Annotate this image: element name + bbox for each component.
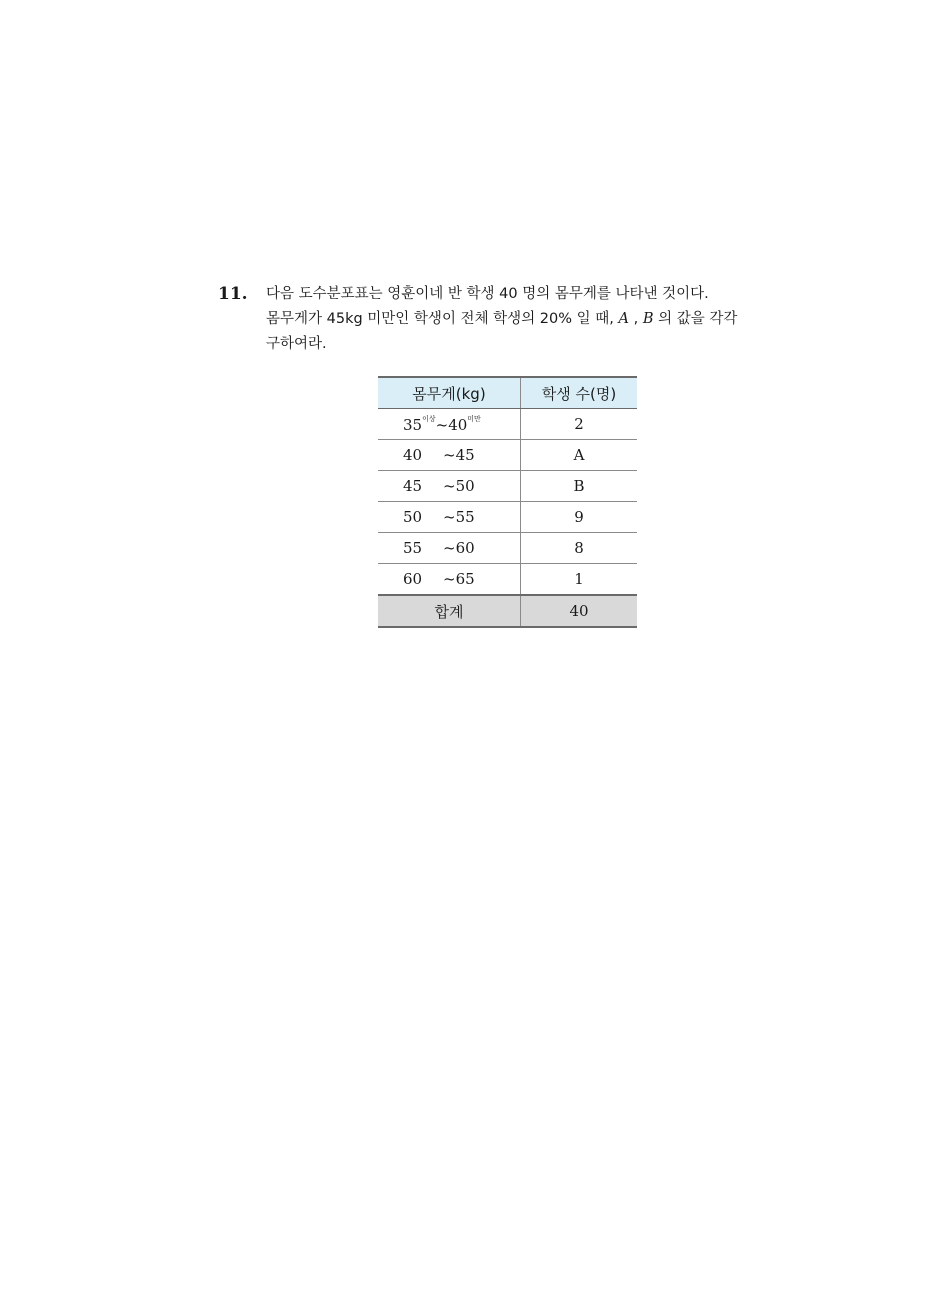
total-label: 합계 <box>378 595 521 627</box>
variable-a: A <box>618 311 629 327</box>
student-count: 1 <box>521 564 638 596</box>
question-text <box>266 282 766 357</box>
header-student-count: 학생 수(명) <box>521 377 638 409</box>
range-low: 60 <box>403 570 423 588</box>
question-line-2 <box>266 307 766 332</box>
table-row <box>378 564 637 596</box>
question-line-2-text: 몸무게가 45kg 미만인 학생이 전체 학생의 20% 일 때, <box>266 311 619 327</box>
weight-range <box>378 564 521 596</box>
student-count: 2 <box>521 409 638 440</box>
table-row <box>378 533 637 564</box>
range-high: ~50 <box>443 477 475 495</box>
student-count: A <box>521 440 638 471</box>
student-count: 9 <box>521 502 638 533</box>
total-value: 40 <box>521 595 638 627</box>
variable-separator: , <box>628 311 643 327</box>
variable-b: B <box>642 311 654 327</box>
weight-range <box>378 471 521 502</box>
question-line-3: 구하여라. <box>266 336 327 352</box>
range-low: 45 <box>403 477 423 495</box>
range-low-qualifier: 이상 <box>422 415 436 423</box>
student-count: 8 <box>521 533 638 564</box>
range-low: 55 <box>403 539 423 557</box>
range-high-qualifier: 미만 <box>467 415 481 423</box>
range-high: ~55 <box>443 508 475 526</box>
weight-range <box>378 502 521 533</box>
table-row <box>378 440 637 471</box>
frequency-table <box>378 376 637 628</box>
range-high: ~60 <box>443 539 475 557</box>
table-header-row <box>378 377 637 409</box>
range-high: ~40 <box>435 416 468 434</box>
total-row <box>378 595 637 627</box>
weight-range <box>378 409 521 440</box>
table-row <box>378 471 637 502</box>
weight-range <box>378 440 521 471</box>
table-row <box>378 409 637 440</box>
weight-range <box>378 533 521 564</box>
question-line-1: 다음 도수분포표는 영훈이네 반 학생 40 명의 몸무게를 나타낸 것이다. <box>266 286 709 302</box>
table-row <box>378 502 637 533</box>
range-low: 40 <box>403 446 423 464</box>
range-low: 35 <box>403 416 423 434</box>
range-high: ~45 <box>443 446 475 464</box>
question-line-2-tail: 의 값을 각각 <box>653 311 738 327</box>
question-number: 11. <box>218 284 248 304</box>
header-weight: 몸무게(kg) <box>378 377 521 409</box>
range-high: ~65 <box>443 570 475 588</box>
range-low: 50 <box>403 508 423 526</box>
student-count: B <box>521 471 638 502</box>
